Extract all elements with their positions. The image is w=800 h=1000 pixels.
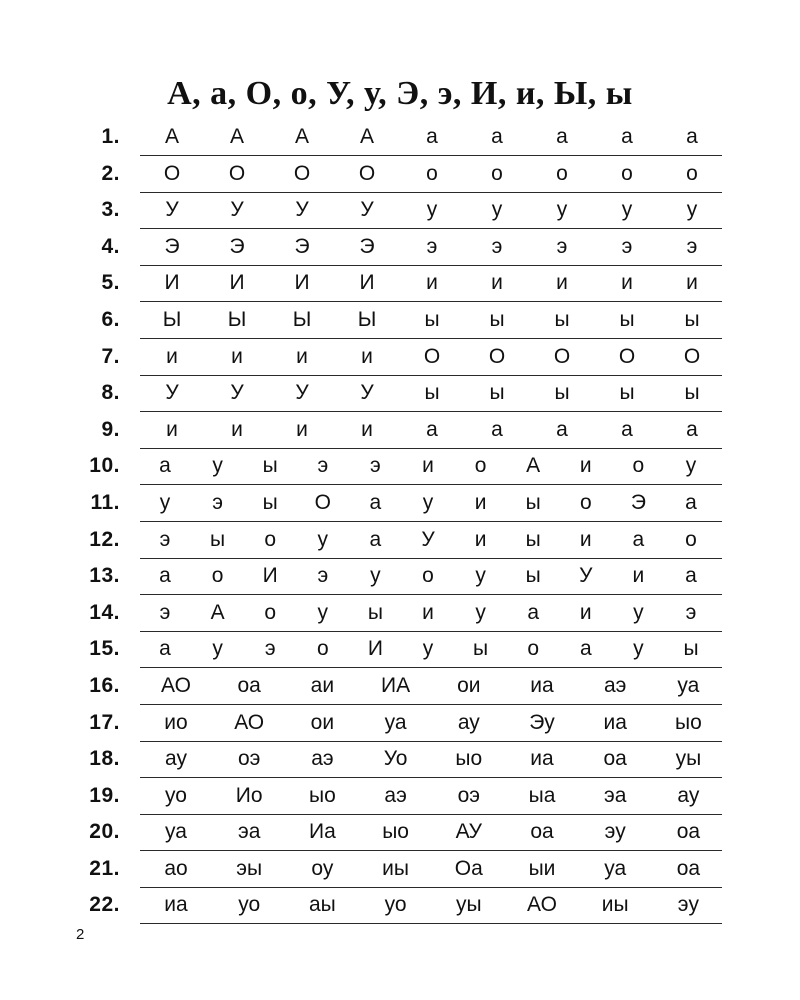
letter-cell: Э bbox=[359, 234, 375, 258]
row-underline bbox=[140, 923, 722, 924]
letter-cell: э bbox=[317, 454, 329, 478]
letter-cell: о bbox=[491, 161, 503, 185]
letter-cell: Ы bbox=[162, 307, 182, 331]
row-cells bbox=[140, 381, 722, 409]
letter-cell: У bbox=[360, 381, 374, 405]
row-number: 2. bbox=[101, 161, 120, 185]
letter-cell: а bbox=[579, 637, 592, 661]
letter-cell: и bbox=[474, 527, 487, 551]
row-number: 1. bbox=[101, 125, 120, 148]
row-number: 7. bbox=[101, 344, 120, 368]
row-cells bbox=[140, 162, 722, 190]
row-underline bbox=[140, 667, 722, 668]
letter-cell: АО bbox=[161, 673, 191, 697]
letter-cell: уо bbox=[165, 783, 187, 807]
letter-cell: у bbox=[686, 198, 698, 222]
letter-cell: У bbox=[421, 527, 435, 551]
letter-cell: уа bbox=[677, 673, 700, 697]
letter-cell: а bbox=[491, 125, 503, 148]
letter-cell: и bbox=[231, 344, 243, 368]
letter-cell: ы bbox=[489, 307, 505, 331]
letter-cell: и bbox=[686, 271, 698, 295]
letter-cell: уа bbox=[384, 710, 407, 734]
exercise-row bbox=[0, 889, 800, 926]
row-cells bbox=[140, 528, 722, 556]
letter-cell: ы bbox=[210, 527, 226, 551]
letter-cell: о bbox=[556, 161, 568, 185]
letter-cell: иа bbox=[164, 893, 188, 917]
page-number: 2 bbox=[76, 926, 85, 943]
row-cells bbox=[140, 125, 722, 153]
letter-cell: ыо bbox=[455, 747, 483, 771]
letter-cell: У bbox=[230, 381, 244, 405]
letter-cell: ыо bbox=[382, 820, 409, 844]
exercise-row bbox=[0, 670, 800, 707]
row-number: 15. bbox=[89, 637, 120, 661]
letter-cell: иы bbox=[601, 893, 629, 917]
letter-cell: о bbox=[685, 527, 697, 551]
row-number: 21. bbox=[89, 856, 120, 880]
row-number: 10. bbox=[89, 454, 120, 478]
page-title: А, а, О, о, У, у, Э, э, И, и, Ы, ы bbox=[167, 75, 633, 112]
letter-cell: уо bbox=[238, 893, 261, 917]
letter-cell: уа bbox=[604, 856, 627, 880]
exercise-row bbox=[0, 633, 800, 670]
letter-cell: ы bbox=[619, 307, 635, 331]
letter-cell: И bbox=[359, 271, 375, 295]
letter-cell: э bbox=[491, 234, 503, 258]
letter-cell: ы bbox=[424, 381, 440, 405]
letter-cell: о bbox=[632, 454, 645, 478]
row-underline bbox=[140, 521, 722, 522]
letter-cell: оа bbox=[237, 673, 261, 697]
letter-cell: эа bbox=[603, 783, 627, 807]
row-number: 17. bbox=[89, 710, 120, 734]
row-cells bbox=[140, 857, 722, 885]
exercise-row bbox=[0, 341, 800, 378]
row-number: 19. bbox=[89, 783, 120, 807]
row-cells bbox=[140, 820, 722, 848]
letter-cell: э bbox=[317, 564, 329, 588]
letter-cell: о bbox=[621, 161, 633, 185]
letter-cell: ы bbox=[619, 381, 635, 405]
row-underline bbox=[140, 741, 722, 742]
letter-cell: Уо bbox=[383, 747, 408, 771]
row-number: 3. bbox=[101, 198, 120, 222]
row-underline bbox=[140, 375, 722, 376]
letter-cell: Э bbox=[294, 234, 310, 258]
letter-cell: ои bbox=[310, 710, 335, 734]
letter-cell: ыи bbox=[528, 856, 556, 880]
letter-cell: И bbox=[164, 271, 180, 295]
row-cells bbox=[140, 564, 722, 592]
letter-cell: А bbox=[229, 125, 245, 148]
row-underline bbox=[140, 155, 722, 156]
letter-cell: ы bbox=[554, 381, 570, 405]
letter-cell: У bbox=[165, 381, 179, 405]
letter-cell: ы bbox=[525, 490, 541, 514]
letter-cell: Э bbox=[229, 234, 245, 258]
exercise-row bbox=[0, 707, 800, 744]
exercise-row bbox=[0, 121, 800, 158]
letter-cell: э bbox=[621, 234, 633, 258]
letter-cell: О bbox=[293, 161, 311, 185]
letter-cell: э bbox=[686, 234, 698, 258]
letter-cell: о bbox=[474, 454, 487, 478]
row-cells bbox=[140, 235, 722, 263]
letter-cell: о bbox=[211, 564, 224, 588]
row-underline bbox=[140, 338, 722, 339]
letter-cell: о bbox=[527, 637, 540, 661]
letter-cell: У bbox=[579, 564, 593, 588]
letter-cell: У bbox=[360, 198, 374, 222]
letter-cell: эы bbox=[236, 856, 263, 880]
letter-cell: эу bbox=[604, 820, 626, 844]
letter-cell: эу bbox=[677, 893, 699, 917]
letter-cell: ау bbox=[165, 747, 187, 771]
letter-cell: э bbox=[159, 527, 171, 551]
letter-cell: И bbox=[262, 564, 278, 588]
letter-cell: иы bbox=[382, 856, 410, 880]
letter-cell: о bbox=[686, 161, 698, 185]
letter-cell: у bbox=[475, 600, 486, 624]
letter-cell: оа bbox=[676, 856, 701, 880]
letter-cell: а bbox=[632, 527, 645, 551]
letter-cell: уы bbox=[456, 893, 482, 917]
letter-cell: ы bbox=[473, 637, 489, 661]
letter-cell: аи bbox=[310, 673, 335, 697]
row-underline bbox=[140, 411, 722, 412]
row-number: 6. bbox=[101, 307, 120, 331]
letter-cell: у bbox=[212, 454, 223, 478]
letter-cell: и bbox=[632, 564, 645, 588]
row-underline bbox=[140, 777, 722, 778]
letter-cell: ы bbox=[683, 637, 699, 661]
letter-cell: И bbox=[294, 271, 310, 295]
row-underline bbox=[140, 594, 722, 595]
letter-cell: о bbox=[264, 600, 277, 624]
letter-cell: О bbox=[423, 344, 441, 368]
exercise-row bbox=[0, 597, 800, 634]
row-number: 5. bbox=[101, 271, 120, 295]
letter-cell: и bbox=[579, 454, 592, 478]
row-number: 8. bbox=[101, 381, 120, 405]
row-cells bbox=[140, 637, 722, 665]
row-number: 12. bbox=[89, 527, 120, 551]
row-underline bbox=[140, 484, 722, 485]
row-underline bbox=[140, 228, 722, 229]
letter-cell: О bbox=[553, 344, 571, 368]
row-number: 4. bbox=[101, 234, 120, 258]
row-cells bbox=[140, 711, 722, 739]
letter-cell: оэ bbox=[237, 747, 261, 771]
letter-cell: у bbox=[159, 490, 171, 514]
exercise-row bbox=[0, 524, 800, 561]
letter-cell: о bbox=[422, 564, 434, 588]
letter-cell: ы bbox=[525, 564, 541, 588]
row-underline bbox=[140, 631, 722, 632]
exercise-row bbox=[0, 267, 800, 304]
letter-cell: и bbox=[579, 600, 592, 624]
row-underline bbox=[140, 301, 722, 302]
exercise-row bbox=[0, 194, 800, 231]
row-cells bbox=[140, 345, 722, 373]
row-underline bbox=[140, 704, 722, 705]
letter-cell: эа bbox=[237, 820, 261, 844]
letter-cell: аэ bbox=[311, 747, 334, 771]
letter-cell: О bbox=[488, 344, 506, 368]
letter-cell: а bbox=[426, 125, 438, 148]
letter-cell: а bbox=[621, 125, 633, 148]
letter-cell: ы bbox=[424, 307, 440, 331]
letter-cell: У bbox=[165, 198, 179, 222]
letter-cell: о bbox=[264, 527, 277, 551]
letter-cell: а bbox=[686, 417, 698, 441]
letter-cell: ы bbox=[262, 454, 278, 478]
letter-cell: О bbox=[228, 161, 246, 185]
exercise-row bbox=[0, 560, 800, 597]
letter-cell: А bbox=[294, 125, 310, 148]
letter-cell: у bbox=[317, 527, 329, 551]
row-number: 22. bbox=[89, 893, 120, 917]
letter-cell: а bbox=[426, 417, 438, 441]
letter-cell: у bbox=[491, 198, 503, 222]
letter-cell: и bbox=[422, 454, 434, 478]
row-underline bbox=[140, 192, 722, 193]
letter-cell: и bbox=[361, 417, 373, 441]
letter-cell: ы bbox=[525, 527, 541, 551]
letter-cell: а bbox=[159, 564, 171, 588]
letter-cell: О bbox=[314, 490, 331, 514]
letter-cell: а bbox=[685, 490, 697, 514]
letter-cell: АО bbox=[527, 893, 557, 917]
exercise-row bbox=[0, 377, 800, 414]
exercise-row bbox=[0, 231, 800, 268]
row-underline bbox=[140, 814, 722, 815]
row-number: 11. bbox=[90, 490, 120, 514]
row-underline bbox=[140, 558, 722, 559]
letter-cell: у bbox=[556, 198, 568, 222]
letter-cell: ы bbox=[554, 307, 570, 331]
row-cells bbox=[140, 418, 722, 446]
letter-cell: и bbox=[296, 344, 308, 368]
exercise-row bbox=[0, 414, 800, 451]
letter-cell: У bbox=[230, 198, 244, 222]
letter-cell: и bbox=[579, 527, 592, 551]
letter-cell: э bbox=[685, 600, 697, 624]
letter-cell: уа bbox=[165, 820, 187, 844]
letter-cell: а bbox=[159, 637, 171, 661]
letter-cell: АУ bbox=[455, 820, 483, 844]
exercise-row bbox=[0, 158, 800, 195]
letter-cell: э bbox=[159, 600, 171, 624]
exercise-rows bbox=[0, 121, 800, 926]
row-number: 9. bbox=[101, 417, 120, 441]
letter-cell: о bbox=[579, 490, 592, 514]
row-number: 14. bbox=[89, 600, 120, 624]
letter-cell: ыа bbox=[528, 783, 556, 807]
letter-cell: а bbox=[685, 564, 697, 588]
exercise-row bbox=[0, 743, 800, 780]
letter-cell: о bbox=[316, 637, 329, 661]
letter-cell: а bbox=[556, 417, 568, 441]
letter-cell: Эу bbox=[529, 710, 555, 734]
letter-cell: О bbox=[683, 344, 701, 368]
letter-cell: у bbox=[621, 198, 633, 222]
letter-cell: оу bbox=[311, 856, 334, 880]
letter-cell: ио bbox=[164, 710, 188, 734]
row-underline bbox=[140, 448, 722, 449]
letter-cell: О bbox=[163, 161, 181, 185]
letter-cell: ы bbox=[684, 381, 700, 405]
letter-cell: у bbox=[422, 490, 434, 514]
letter-cell: ы bbox=[684, 307, 700, 331]
letter-cell: и bbox=[556, 271, 568, 295]
letter-cell: уо bbox=[384, 893, 407, 917]
letter-cell: ы bbox=[262, 490, 278, 514]
letter-cell: И bbox=[229, 271, 245, 295]
letter-cell: аы bbox=[309, 893, 336, 917]
row-underline bbox=[140, 850, 722, 851]
row-number: 16. bbox=[89, 673, 120, 697]
letter-cell: ИА bbox=[381, 673, 411, 697]
letter-cell: а bbox=[491, 417, 503, 441]
letter-cell: О bbox=[618, 344, 636, 368]
letter-cell: у bbox=[370, 564, 381, 588]
letter-cell: э bbox=[212, 490, 223, 514]
letter-cell: у bbox=[633, 637, 644, 661]
row-underline bbox=[140, 265, 722, 266]
row-number: 13. bbox=[89, 564, 120, 588]
letter-cell: А bbox=[359, 125, 375, 148]
letter-cell: У bbox=[295, 381, 309, 405]
letter-cell: э bbox=[264, 637, 276, 661]
letter-cell: и bbox=[296, 417, 308, 441]
letter-cell: У bbox=[295, 198, 309, 222]
letter-cell: И bbox=[367, 637, 383, 661]
exercise-row bbox=[0, 304, 800, 341]
letter-cell: а bbox=[369, 527, 382, 551]
row-cells bbox=[140, 271, 722, 299]
letter-cell: а bbox=[686, 125, 698, 148]
letter-cell: оэ bbox=[457, 783, 480, 807]
row-cells bbox=[140, 893, 722, 921]
letter-cell: ыо bbox=[675, 710, 702, 734]
letter-cell: и bbox=[491, 271, 503, 295]
letter-cell: ы bbox=[489, 381, 505, 405]
letter-cell: и bbox=[474, 490, 487, 514]
letter-cell: ау bbox=[457, 710, 480, 734]
letter-cell: Ио bbox=[235, 783, 263, 807]
letter-cell: иа bbox=[530, 747, 554, 771]
row-underline bbox=[140, 887, 722, 888]
exercise-row bbox=[0, 450, 800, 487]
letter-cell: а bbox=[556, 125, 568, 148]
letter-cell: О bbox=[358, 161, 376, 185]
letter-cell: Э bbox=[164, 234, 180, 258]
letter-cell: о bbox=[426, 161, 438, 185]
row-cells bbox=[140, 674, 722, 702]
row-number: 18. bbox=[89, 747, 120, 771]
letter-cell: э bbox=[556, 234, 568, 258]
exercise-row bbox=[0, 853, 800, 890]
letter-cell: иа bbox=[603, 710, 627, 734]
letter-cell: Ы bbox=[227, 307, 247, 331]
letter-cell: у bbox=[426, 198, 438, 222]
exercise-row bbox=[0, 487, 800, 524]
letter-cell: а bbox=[159, 454, 171, 478]
row-cells bbox=[140, 198, 722, 226]
letter-cell: А bbox=[210, 600, 225, 624]
letter-cell: и bbox=[621, 271, 633, 295]
row-cells bbox=[140, 784, 722, 812]
letter-cell: э bbox=[426, 234, 438, 258]
row-cells bbox=[140, 747, 722, 775]
letter-cell: у bbox=[633, 600, 644, 624]
letter-cell: ао bbox=[164, 856, 188, 880]
exercise-row bbox=[0, 816, 800, 853]
row-number: 20. bbox=[89, 820, 120, 844]
letter-cell: и bbox=[231, 417, 243, 441]
letter-cell: аэ bbox=[384, 783, 407, 807]
letter-cell: а bbox=[369, 490, 382, 514]
letter-cell: Ы bbox=[292, 307, 312, 331]
letter-cell: А bbox=[164, 125, 180, 148]
letter-cell: уы bbox=[675, 747, 702, 771]
letter-cell: у bbox=[212, 637, 223, 661]
letter-cell: Ы bbox=[357, 307, 377, 331]
letter-cell: э bbox=[370, 454, 381, 478]
letter-cell: и bbox=[422, 600, 434, 624]
letter-cell: и bbox=[166, 344, 178, 368]
exercise-row bbox=[0, 780, 800, 817]
letter-cell: АО bbox=[234, 710, 265, 734]
letter-cell: и bbox=[426, 271, 438, 295]
row-cells bbox=[140, 308, 722, 336]
letter-cell: и bbox=[166, 417, 178, 441]
letter-cell: ыо bbox=[309, 783, 336, 807]
letter-cell: ы bbox=[367, 600, 383, 624]
letter-cell: а bbox=[621, 417, 633, 441]
row-cells bbox=[140, 454, 722, 482]
letter-cell: Э bbox=[630, 490, 646, 514]
letter-cell: у bbox=[685, 454, 697, 478]
letter-cell: аэ bbox=[603, 673, 627, 697]
row-cells bbox=[140, 601, 722, 629]
letter-cell: Иа bbox=[309, 820, 336, 844]
letter-cell: иа bbox=[530, 673, 554, 697]
letter-cell: Оа bbox=[454, 856, 483, 880]
letter-cell: ои bbox=[457, 673, 481, 697]
letter-cell: у bbox=[422, 637, 434, 661]
letter-cell: у bbox=[475, 564, 486, 588]
letter-cell: А bbox=[526, 454, 541, 478]
letter-cell: у bbox=[317, 600, 329, 624]
letter-cell: ау bbox=[677, 783, 700, 807]
letter-cell: и bbox=[361, 344, 373, 368]
letter-cell: оа bbox=[603, 747, 627, 771]
letter-cell: оа bbox=[530, 820, 554, 844]
letter-cell: а bbox=[527, 600, 540, 624]
row-cells bbox=[140, 491, 722, 519]
letter-cell: оа bbox=[676, 820, 701, 844]
